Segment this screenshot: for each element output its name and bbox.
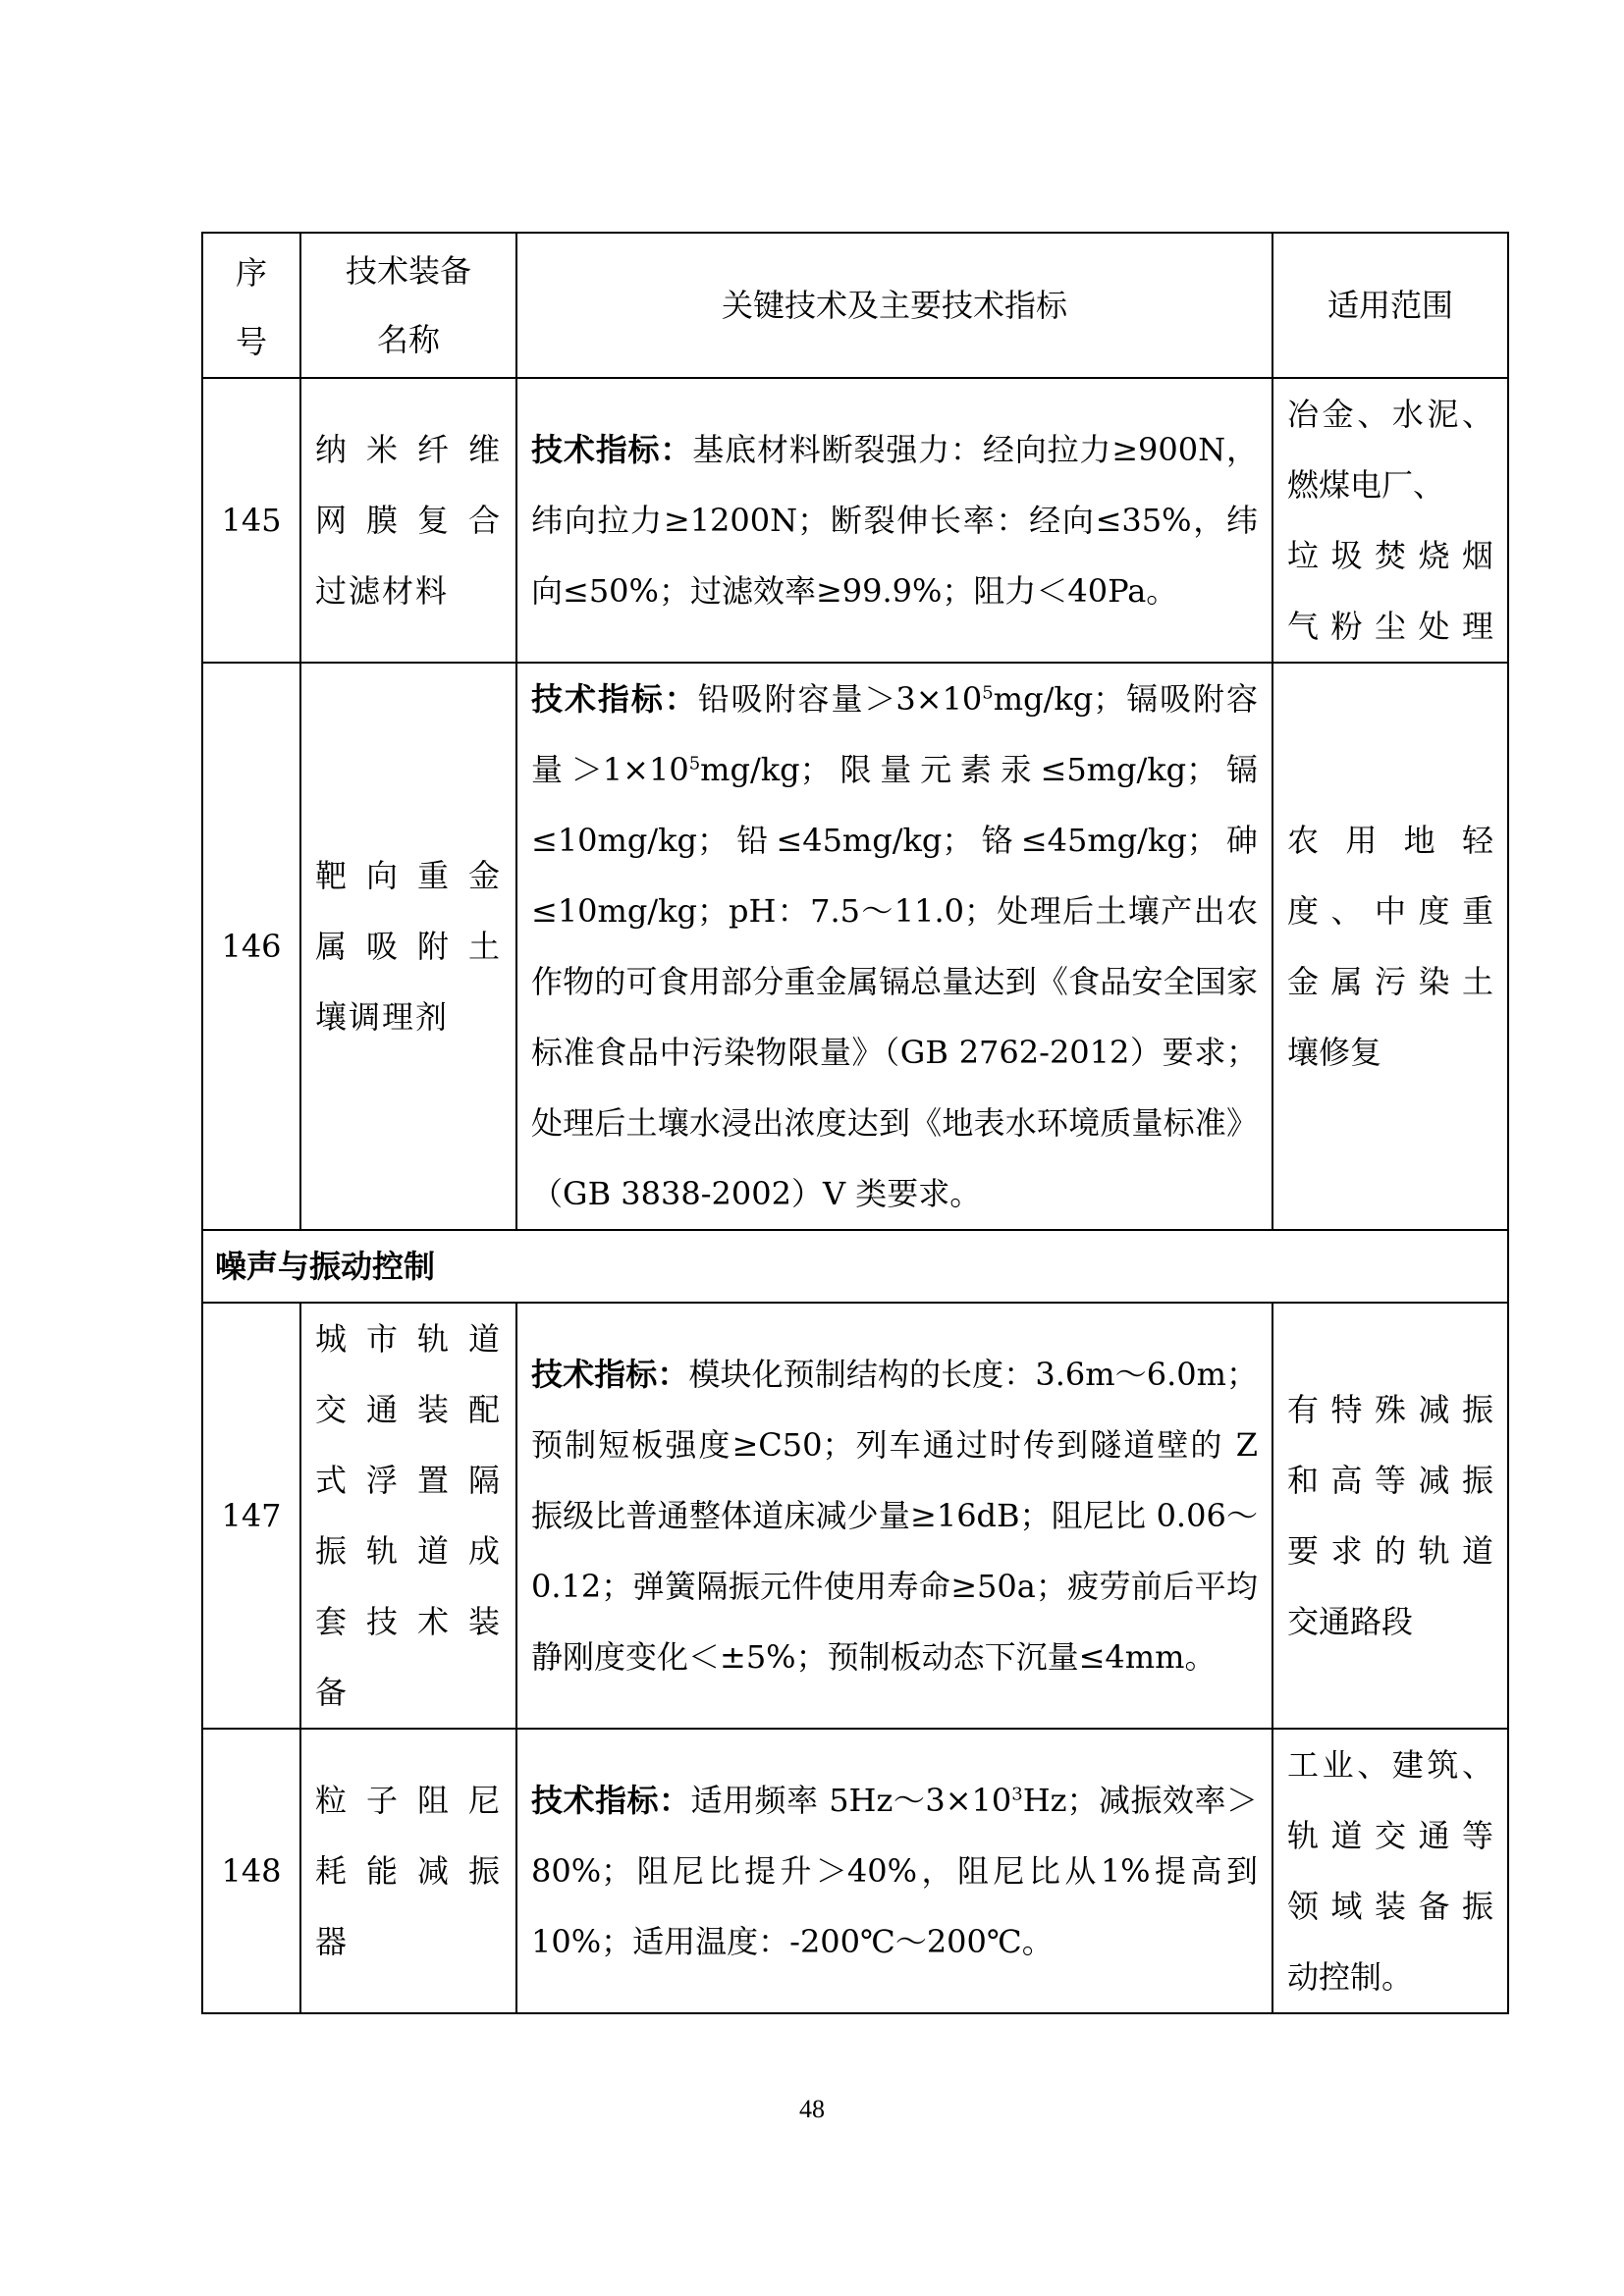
scope-line: 金属污染土 (1287, 963, 1493, 1000)
row-number: 148 (202, 1729, 300, 2013)
name-line: 耗能减振 (315, 1852, 502, 1890)
row-equipment-name (300, 1729, 516, 2013)
name-line: 城市轨道 (315, 1320, 502, 1358)
equipment-table-container (201, 232, 1507, 2014)
scope-line: 和高等减振 (1287, 1462, 1493, 1499)
row-number: 147 (202, 1303, 300, 1729)
table-row (202, 1303, 1508, 1729)
table-row (202, 1729, 1508, 2013)
tech-text: 基底材料断裂强力：经向拉力≥900N，纬向拉力≥1200N；断裂伸长率：经向≤35%，纬向≤50%；过滤效率≥99.9%；阻力＜40Pa。 (531, 431, 1258, 610)
name-line: 网膜复合 (315, 502, 502, 539)
row-technical-indicators (516, 1303, 1272, 1729)
name-line: 属吸附土 (315, 928, 502, 965)
tech-text: 模块化预制结构的长度：3.6m～6.0m；预制短板强度≥C50；列车通过时传到隧道壁的 Z 振级比普通整体道床减少量≥16dB；阻尼比 0.06～0.12；弹簧隔振元件使用寿命≥50a；疲劳前后平均静刚度变化＜±5%；预制板动态下沉量≤4mm。 (531, 1356, 1258, 1676)
tech-text-part: Hz；减振效率＞80%；阻尼比提升＞40%，阻尼比从1%提高到 10%；适用温度：-200℃～200℃。 (531, 1782, 1258, 1960)
row-number: 146 (202, 663, 300, 1230)
row-equipment-name (300, 1303, 516, 1729)
tech-label: 技术指标： (531, 680, 698, 718)
tech-label: 技术指标： (531, 1356, 689, 1393)
header-equipment-name (300, 233, 516, 378)
scope-line: 交通路段 (1287, 1603, 1414, 1640)
header-key-technology: 关键技术及主要技术指标 (516, 233, 1272, 378)
name-line: 器 (315, 1923, 350, 1960)
row-scope (1272, 1303, 1508, 1729)
scope-line: 要求的轨道 (1287, 1532, 1493, 1570)
scope-line: 壤修复 (1287, 1034, 1382, 1071)
tech-text-part: mg/kg；镉吸附容量＞1×10 (531, 680, 1258, 788)
row-scope (1272, 378, 1508, 663)
scope-line: 农用地轻 (1287, 822, 1493, 859)
scope-line: 动控制。 (1287, 1958, 1414, 1996)
equipment-table (201, 232, 1509, 2014)
row-technical-indicators (516, 1729, 1272, 2013)
section-title: 噪声与振动控制 (202, 1230, 1508, 1303)
header-serial-number (202, 233, 300, 378)
name-line: 纳米纤维 (315, 431, 502, 468)
row-scope (1272, 663, 1508, 1230)
section-row (202, 1230, 1508, 1303)
scope-line: 燃煤电厂、 (1287, 466, 1445, 504)
scope-line: 有特殊减振 (1287, 1391, 1493, 1428)
header-name-line: 名称 (376, 321, 440, 358)
row-technical-indicators (516, 378, 1272, 663)
row-technical-indicators (516, 663, 1272, 1230)
table-header-row (202, 233, 1508, 378)
name-line: 粒子阻尼 (315, 1782, 502, 1819)
header-name-line: 技术装备 (345, 252, 471, 290)
scope-line: 度、中度重 (1287, 892, 1493, 930)
scope-line: 领域装备振 (1287, 1888, 1493, 1925)
row-scope (1272, 1729, 1508, 2013)
name-line: 式浮置隔 (315, 1462, 502, 1499)
name-line: 备 (315, 1674, 350, 1711)
table-row (202, 663, 1508, 1230)
superscript: 5 (982, 682, 994, 704)
name-line: 壤调理剂 (315, 998, 450, 1036)
page-number: 48 (799, 2095, 825, 2123)
row-equipment-name (300, 378, 516, 663)
superscript: 5 (688, 753, 701, 774)
name-line: 振轨道成 (315, 1532, 502, 1570)
scope-line: 轨道交通等 (1287, 1817, 1493, 1854)
table-row (202, 378, 1508, 663)
name-line: 套技术装 (315, 1603, 502, 1640)
header-serial-line: 序 (235, 254, 267, 292)
tech-label: 技术指标： (531, 1782, 691, 1819)
tech-text-part: 铅吸附容量＞3×10 (697, 680, 983, 718)
tech-label: 技术指标： (531, 431, 693, 468)
row-equipment-name (300, 663, 516, 1230)
name-line: 交通装配 (315, 1391, 502, 1428)
scope-line: 垃圾焚烧烟 (1287, 537, 1493, 574)
tech-text-part: 适用频率 5Hz～3×10 (690, 1782, 1012, 1819)
scope-line: 冶金、水泥、 (1287, 396, 1493, 433)
name-line: 过滤材料 (315, 572, 450, 610)
scope-line: 工业、建筑、 (1287, 1746, 1493, 1784)
tech-text-part: mg/kg；限量元素汞≤5mg/kg；镉≤10mg/kg；铅≤45mg/kg；铬≤45mg/kg；砷≤10mg/kg；pH：7.5～11.0；处理后土壤产出农作物的可食用部分重金属镉总量达到《食品安全国家标准食品中污染物限量》（GB 2762-2012）要求；处理后土壤水浸出浓度达到《地表水环境质量标准》（GB 3838-2002）V 类要求。 (531, 751, 1258, 1212)
superscript: 3 (1011, 1784, 1023, 1805)
scope-line: 气粉尘处理 (1287, 608, 1493, 645)
row-number: 145 (202, 378, 300, 663)
header-serial-line: 号 (235, 323, 267, 360)
name-line: 靶向重金 (315, 857, 502, 894)
header-scope: 适用范围 (1272, 233, 1508, 378)
